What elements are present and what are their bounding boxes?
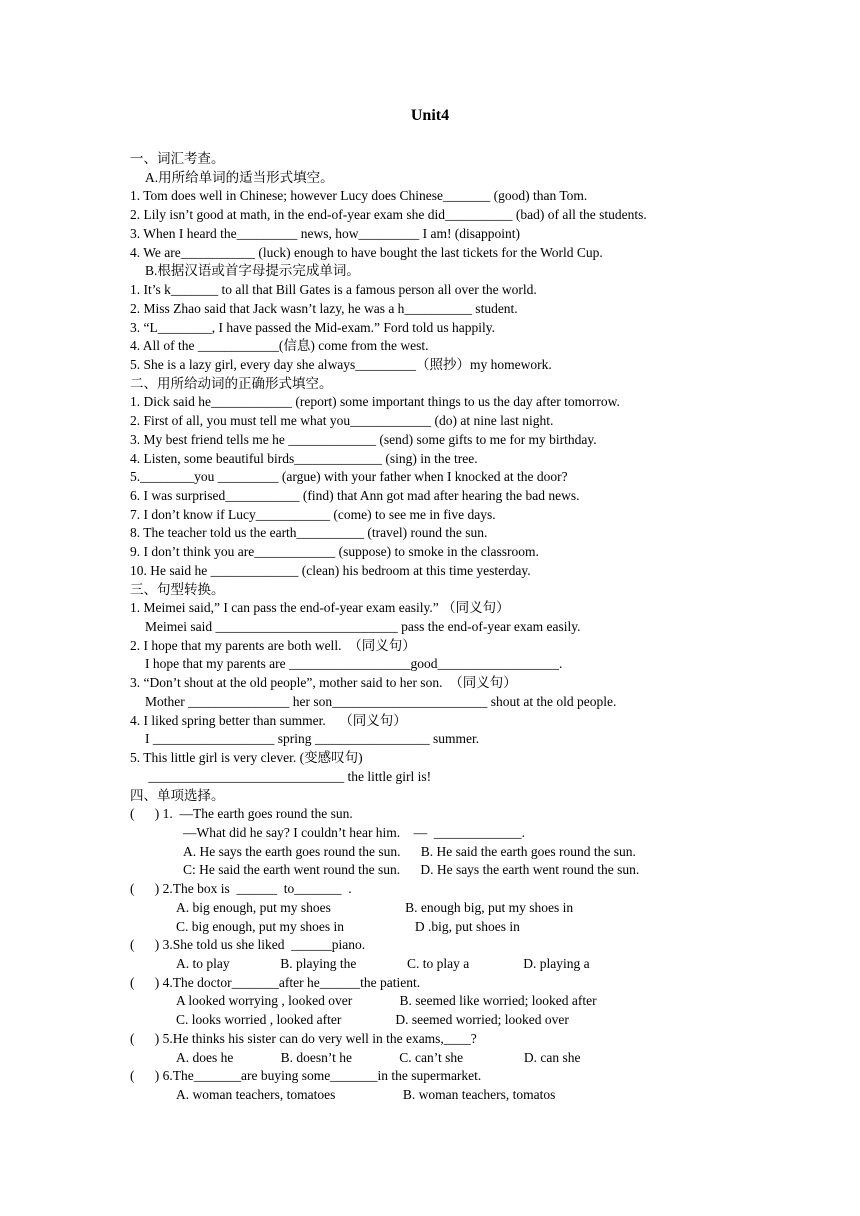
worksheet-line: 4. Listen, some beautiful birds_____________ (sing) in the tree. (130, 450, 478, 466)
worksheet-line: C. looks worried , looked after D. seemed worried; looked over (176, 1012, 569, 1028)
worksheet-line: 四、单项选择。 (130, 787, 225, 803)
worksheet-line: 4. We are___________ (luck) enough to have bought the last tickets for the World Cup. (130, 244, 603, 260)
worksheet-line: 一、词汇考查。 (130, 151, 225, 166)
worksheet-line: 7. I don’t know if Lucy___________ (come) to see me in five days. (130, 506, 496, 522)
worksheet-line: ( ) 6.The_______are buying some_______in the supermarket. (130, 1068, 482, 1084)
worksheet-line: 3. “L________, I have passed the Mid-exam.” Ford told us happily. (130, 319, 496, 335)
worksheet-line: 10. He said he _____________ (clean) his bedroom at this time yesterday. (130, 562, 531, 578)
worksheet-line: 2. I hope that my parents are both well. （同义句） (130, 637, 416, 653)
worksheet-line: 二、用所给动词的正确形式填空。 (130, 375, 333, 391)
worksheet-line: 1. Tom does well in Chinese; however Lucy does Chinese_______ (good) than Tom. (130, 188, 588, 204)
worksheet-line: I __________________ spring _________________ summer. (145, 731, 480, 747)
worksheet-line: ( ) 5.He thinks his sister can do very well in the exams,____? (130, 1030, 477, 1046)
worksheet-line: 1. Meimei said,” I can pass the end-of-year exam easily.” （同义句） (130, 600, 510, 616)
worksheet-line: 5.________you _________ (argue) with your father when I knocked at the door? (130, 469, 568, 485)
worksheet-line: 1. It’s k_______ to all that Bill Gates is a famous person all over the world. (130, 282, 537, 297)
worksheet-line: A. woman teachers, tomatoes B. woman teachers, tomatos (176, 1087, 556, 1102)
worksheet-line: ( ) 1. —The earth goes round the sun. (130, 806, 353, 822)
worksheet-line: 5. This little girl is very clever. (变感叹句) (130, 750, 363, 765)
worksheet-line: A. does he B. doesn’t he C. can’t she D. can she (176, 1049, 581, 1065)
worksheet-line: 2. Miss Zhao said that Jack wasn’t lazy, he was a h__________ student. (130, 300, 518, 316)
worksheet-line: 9. I don’t think you are____________ (suppose) to smoke in the classroom. (130, 544, 539, 560)
worksheet-line: Mother _______________ her son_______________________ shout at the old people. (145, 693, 617, 709)
worksheet-line: A. to play B. playing the C. to play a D. playing a (176, 956, 590, 971)
worksheet-line: 2. Lily isn’t good at math, in the end-of-year exam she did__________ (bad) of all the students. (130, 207, 647, 223)
worksheet-line: 4. I liked spring better than summer. （同义句） (130, 712, 407, 728)
worksheet-line: A. big enough, put my shoes B. enough big, put my shoes in (176, 899, 574, 915)
worksheet-line: —What did he say? I couldn’t hear him. — _____________. (183, 824, 526, 840)
worksheet-line: 3. “Don’t shout at the old people”, mother said to her son. （同义句） (130, 675, 517, 691)
worksheet-line: 5. She is a lazy girl, every day she always_________（照抄）my homework. (130, 356, 552, 372)
worksheet-line: A looked worrying , looked over B. seemed like worried; looked after (176, 993, 597, 1009)
worksheet-line: C. big enough, put my shoes in D .big, put shoes in (176, 918, 520, 934)
worksheet-line: ( ) 3.She told us she liked ______piano. (130, 937, 366, 953)
worksheet-line: 1. Dick said he____________ (report) some important things to us the day after tomorrow. (130, 394, 620, 410)
worksheet-line: 8. The teacher told us the earth__________ (travel) round the sun. (130, 525, 488, 541)
worksheet-line: A. He says the earth goes round the sun. B. He said the earth goes round the sun. (183, 843, 636, 859)
worksheet-line: I hope that my parents are __________________good__________________. (145, 656, 563, 672)
worksheet-line: ( ) 4.The doctor_______after he______the patient. (130, 974, 421, 990)
worksheet-line: 3. My best friend tells me he _____________ (send) some gifts to me for my birthday. (130, 431, 597, 447)
worksheet-line: Meimei said ___________________________ pass the end-of-year exam easily. (145, 619, 581, 634)
worksheet-line: B.根据汉语或首字母提示完成单词。 (145, 263, 360, 279)
worksheet-line: ( ) 2.The box is ______ to_______ . (130, 881, 352, 897)
worksheet-line: 三、句型转换。 (130, 581, 225, 597)
worksheet-line: C: He said the earth went round the sun. D. He says the earth went round the sun. (183, 862, 640, 878)
page-title: Unit4 (410, 107, 450, 124)
worksheet-line: A.用所给单词的适当形式填空。 (145, 169, 334, 185)
worksheet-line: 3. When I heard the_________ news, how_________ I am! (disappoint) (130, 225, 521, 241)
worksheet-line: 4. All of the ____________(信息) come from the west. (130, 338, 429, 354)
worksheet-line: 2. First of all, you must tell me what you____________ (do) at nine last night. (130, 413, 554, 429)
worksheet-line: 6. I was surprised___________ (find) that Ann got mad after hearing the bad news. (130, 488, 580, 503)
worksheet-line: _____________________________ the little girl is! (145, 768, 432, 784)
